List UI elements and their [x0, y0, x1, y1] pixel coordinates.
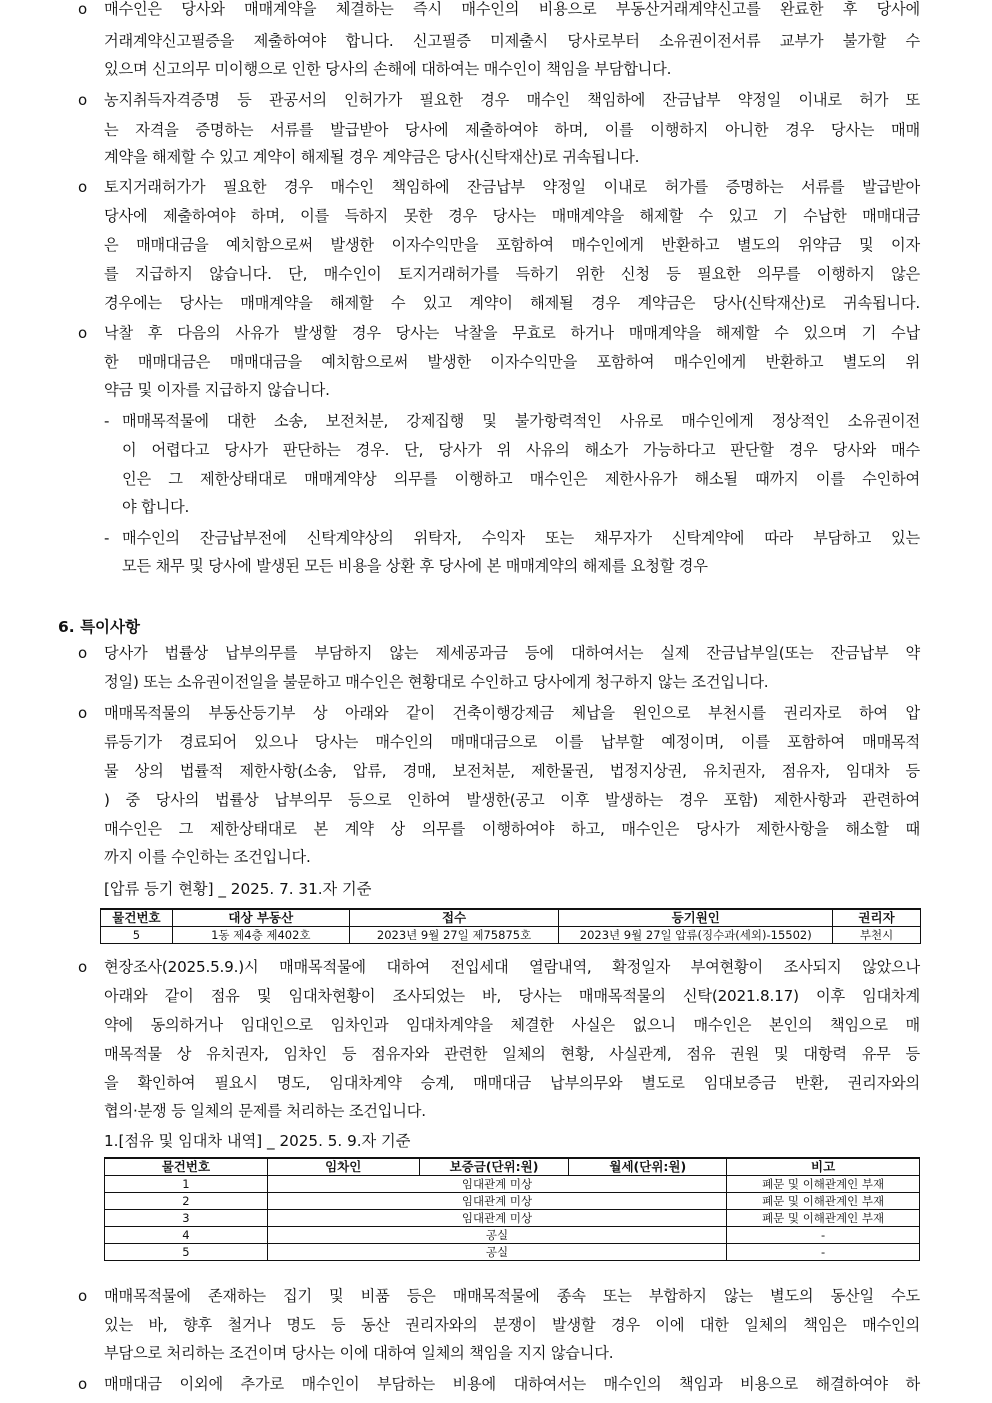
text-line: ) 중 당사의 법률상 납부의무 등으로 인하여 발생한(공고 이후 발생하는 경우 포함) 제한사항과 관련하여 [104, 791, 920, 809]
column-header: 물건번호 [101, 909, 173, 927]
text-line: 협의·분쟁 등 일체의 문제를 처리하는 조건입니다. [104, 1102, 426, 1120]
table-row [105, 1176, 920, 1193]
lease-table-caption: 1.[점유 및 임대차 내역] _ 2025. 5. 9.자 기준 [104, 1132, 411, 1150]
text-line: 부담으로 처리하는 조건이며 당사는 이에 대하여 일체의 책임을 지지 않습니다. [104, 1344, 614, 1362]
bullet-icon: ο [78, 1287, 88, 1305]
column-header: 대상 부동산 [172, 909, 349, 927]
table-cell: 임대관계 미상 [267, 1176, 726, 1193]
bullet-icon: ο [78, 91, 88, 109]
seizure-table [100, 908, 921, 944]
text-line: 매수인은 당사와 매매계약을 체결하는 즉시 매수인의 비용으로 부동산거래계약신고를 완료한 후 당사에 [104, 0, 920, 18]
text-line: 까지 이를 수인하는 조건입니다. [104, 848, 311, 866]
text-line: 야 합니다. [122, 498, 190, 516]
bullet-icon: ο [78, 0, 88, 18]
text-line: 약에 동의하거나 임대인으로 임차인과 임대차계약을 체결한 사실은 없으니 매수인은 본인의 책임으로 매 [104, 1016, 920, 1034]
table-cell: 2023년 9월 27일 압류(징수과(세외)-15502) [559, 927, 833, 944]
table-cell: 1동 제4층 제402호 [172, 927, 349, 944]
table-cell: 1 [105, 1176, 268, 1193]
section-heading: 6. 특이사항 [58, 618, 140, 636]
column-header: 월세(단위:원) [569, 1158, 727, 1176]
table-header-row [105, 1158, 920, 1176]
column-header: 임차인 [267, 1158, 419, 1176]
table-cell: 5 [105, 1244, 268, 1261]
text-line: 낙찰 후 다음의 사유가 발생할 경우 당사는 낙찰을 무효로 하거나 매매계약을 해제할 수 있으며 기 수납 [104, 324, 920, 342]
table-row [105, 1227, 920, 1244]
table-header-row [101, 909, 921, 927]
table-cell: 공실 [267, 1244, 726, 1261]
bullet-icon: ο [78, 704, 88, 722]
table-cell: - [727, 1244, 920, 1261]
text-line: 한 매매대금은 매매대금을 예치함으로써 발생한 이자수익만을 포함하여 매수인에게 반환하고 별도의 위 [104, 353, 920, 371]
table-cell: 3 [105, 1210, 268, 1227]
table-cell: - [727, 1227, 920, 1244]
text-line: 류등기가 경료되어 있으나 당사는 매수인의 매매대금으로 이를 납부할 예정이며, 이를 포함하여 매매목적 [104, 733, 920, 751]
text-line: 매수인은 그 제한상태대로 본 계약 상 의무를 이행하여야 하고, 매수인은 당사가 제한사항을 해소할 때 [104, 820, 920, 838]
table-cell: 부천시 [833, 927, 921, 944]
table-cell: 공실 [267, 1227, 726, 1244]
text-line: 거래계약신고필증을 제출하여야 합니다. 신고필증 미제출시 당사로부터 소유권이전서류 교부가 불가할 수 [104, 32, 920, 50]
text-line: 매매목적물에 대한 소송, 보전처분, 강제집행 및 불가항력적인 사유로 매수인에게 정상적인 소유권이전 [122, 412, 920, 430]
text-line: 매매대금 이외에 추가로 매수인이 부담하는 비용에 대하여서는 매수인의 책임과 비용으로 해결하여야 하 [104, 1375, 920, 1393]
text-line: 인은 그 제한상태대로 매매계약상 의무를 이행하고 매수인은 제한사유가 해소될 때까지 이를 수인하여 [122, 470, 920, 488]
lease-table [104, 1157, 920, 1261]
text-line: 현장조사(2025.5.9.)시 매매목적물에 대하여 전입세대 열람내역, 확정일자 부여현황이 조사되지 않았으나 [104, 958, 920, 976]
text-line: 이 어렵다고 당사가 판단하는 경우. 단, 당사가 위 사유의 해소가 가능하다고 판단할 경우 당사와 매수 [122, 441, 920, 459]
bullet-icon: ο [78, 1375, 88, 1393]
table-cell: 2023년 9월 27일 제75875호 [349, 927, 559, 944]
text-line: 경우에는 당사는 매매계약을 해제할 수 있고 계약이 해제될 경우 계약금은 당사(신탁재산)로 귀속됩니다. [104, 294, 920, 312]
text-line: 약금 및 이자를 지급하지 않습니다. [104, 381, 330, 399]
column-header: 권리자 [833, 909, 921, 927]
table-cell: 2 [105, 1193, 268, 1210]
text-line: 물 상의 법률적 제한사항(소송, 압류, 경매, 보전처분, 제한물권, 법정지상권, 유치권자, 점유자, 임대차 등 [104, 762, 920, 780]
column-header: 등기원인 [559, 909, 833, 927]
column-header: 비고 [727, 1158, 920, 1176]
text-line: 을 확인하여 필요시 명도, 임대차계약 승계, 매매대금 납부의무와 별도로 임대보증금 반환, 권리자와의 [104, 1074, 920, 1092]
table-cell: 임대관계 미상 [267, 1193, 726, 1210]
table-cell: 4 [105, 1227, 268, 1244]
table-row [105, 1244, 920, 1261]
dash-icon: - [104, 529, 110, 547]
bullet-icon: ο [78, 958, 88, 976]
text-line: 모든 채무 및 당사에 발생된 모든 비용을 상환 후 당사에 본 매매계약의 해제를 요청할 경우 [122, 557, 708, 575]
table-cell: 임대관계 미상 [267, 1210, 726, 1227]
table-row [101, 927, 921, 944]
text-line: 농지취득자격증명 등 관공서의 인허가가 필요한 경우 매수인 책임하에 잔금납부 약정일 이내로 허가 또 [104, 91, 920, 109]
text-line: 매매목적물에 존재하는 집기 및 비품 등은 매매목적물에 종속 또는 부합하지 않는 별도의 동산일 수도 [104, 1287, 920, 1305]
text-line: 는 자격을 증명하는 서류를 발급받아 당사에 제출하여야 하며, 이를 이행하지 아니한 경우 당사는 매매 [104, 121, 920, 139]
dash-icon: - [104, 412, 110, 430]
column-header: 물건번호 [105, 1158, 268, 1176]
bullet-icon: ο [78, 644, 88, 662]
text-line: 있으며 신고의무 미이행으로 인한 당사의 손해에 대하여는 매수인이 책임을 부담합니다. [104, 60, 672, 78]
table-cell: 5 [101, 927, 173, 944]
bullet-icon: ο [78, 178, 88, 196]
text-line: 를 지급하지 않습니다. 단, 매수인이 토지거래허가를 득하기 위한 신청 등 필요한 의무를 이행하지 않은 [104, 265, 920, 283]
column-header: 보증금(단위:원) [419, 1158, 569, 1176]
text-line: 있는 바, 향후 철거나 명도 등 동산 권리자와의 분쟁이 발생할 경우 이에 대한 일체의 책임은 매수인의 [104, 1316, 920, 1334]
bullet-icon: ο [78, 324, 88, 342]
text-line: 정일) 또는 소유권이전일을 불문하고 매수인은 현황대로 수인하고 당사에게 청구하지 않는 조건입니다. [104, 673, 769, 691]
text-line: 매수인의 잔금납부전에 신탁계약상의 위탁자, 수익자 또는 채무자가 신탁계약에 따라 부담하고 있는 [122, 529, 920, 547]
text-line: 아래와 같이 점유 및 임대차현황이 조사되었는 바, 당사는 매매목적물의 신탁(2021.8.17) 이후 임대차계 [104, 987, 920, 1005]
text-line: 매목적물 상 유치권자, 임차인 등 점유자와 관련한 일체의 현황, 사실관계, 점유 권원 및 대항력 유무 등 [104, 1045, 920, 1063]
text-line: 당사에 제출하여야 하며, 이를 득하지 못한 경우 당사는 매매계약을 해제할 수 있고 기 수납한 매매대금 [104, 207, 920, 225]
table-row [105, 1210, 920, 1227]
text-line: 토지거래허가가 필요한 경우 매수인 책임하에 잔금납부 약정일 이내로 허가를 증명하는 서류를 발급받아 [104, 178, 920, 196]
seizure-table-caption: [압류 등기 현황] _ 2025. 7. 31.자 기준 [104, 880, 372, 898]
text-line: 매매목적물의 부동산등기부 상 아래와 같이 건축이행강제금 체납을 원인으로 부천시를 권리자로 하여 압 [104, 704, 920, 722]
table-cell: 폐문 및 이해관계인 부재 [727, 1176, 920, 1193]
table-row [105, 1193, 920, 1210]
text-line: 당사가 법률상 납부의무를 부담하지 않는 제세공과금 등에 대하여서는 실제 잔금납부일(또는 잔금납부 약 [104, 644, 920, 662]
table-cell: 폐문 및 이해관계인 부재 [727, 1210, 920, 1227]
column-header: 접수 [349, 909, 559, 927]
text-line: 계약을 해제할 수 있고 계약이 해제될 경우 계약금은 당사(신탁재산)로 귀속됩니다. [104, 148, 640, 166]
text-line: 은 매매대금을 예치함으로써 발생한 이자수익만을 포함하여 매수인에게 반환하고 별도의 위약금 및 이자 [104, 236, 920, 254]
table-cell: 폐문 및 이해관계인 부재 [727, 1193, 920, 1210]
